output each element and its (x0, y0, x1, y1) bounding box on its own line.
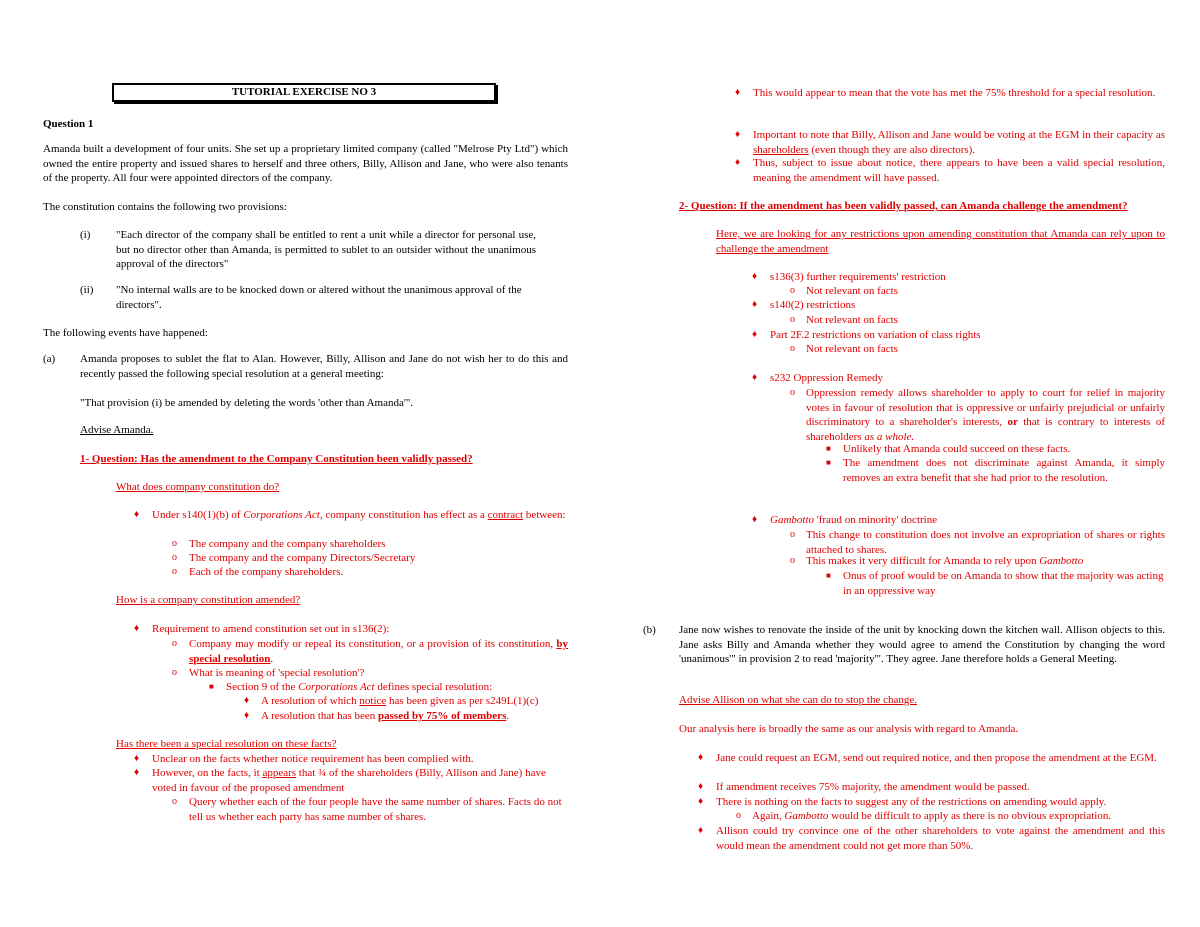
bullet-icon: ♦ (752, 299, 758, 310)
conclusion-item-2: If amendment receives 75% majority, the amendment would be passed. (716, 781, 1030, 793)
s232-item: s232 Oppression Remedy (770, 372, 884, 384)
bullet-icon: ♦ (134, 767, 140, 778)
part-b-number: (b) (643, 624, 656, 636)
bullet-icon: ♦ (244, 695, 250, 706)
conclusion-item-3a: Again, Gambotto would be difficult to apply as there is no obvious expropriation. (752, 810, 1112, 822)
advise-allison: Advise Allison on what she can do to stop the change. (679, 694, 917, 706)
bullet-icon: ♦ (698, 825, 704, 836)
how-amended-heading: How is a company constitution amended? (116, 594, 301, 606)
bullet-icon: ♦ (134, 753, 140, 764)
s140-item: s140(2) restrictions (770, 299, 856, 311)
sub-item-1: The company and the company shareholders (189, 538, 386, 550)
unclear-item: Unclear on the facts whether notice requirement has been complied with. (152, 753, 474, 765)
circle-bullet-icon: o (172, 796, 177, 807)
threshold-item: This would appear to mean that the vote has met the 75% threshold for a special resolution. (753, 87, 1156, 99)
part-b-text: Jane now wishes to renovate the inside of the unit by knocking down the kitchen wall. Allison objects to this. Jane asks Billy and Amanda whether they would agree to amend the Constitution by changing the word 'unanimous'" in provision 2 to read 'majority'". They agree. Jane therefore holds a General Meeting. (679, 624, 1165, 665)
bullet-icon: ♦ (735, 129, 741, 140)
has-been-heading: Has there been a special resolution on these facts? (116, 738, 337, 750)
circle-bullet-icon: o (790, 387, 795, 398)
question-1-heading: 1- Question: Has the amendment to the Company Constitution been validly passed? (80, 453, 473, 465)
square-bullet-icon: ■ (826, 444, 831, 453)
bullet-icon: ♦ (735, 157, 741, 168)
analysis-paragraph: Our analysis here is broadly the same as our analysis with regard to Amanda. (679, 723, 1019, 735)
resolution-def-1: A resolution of which notice has been given as per s249L(1)(c) (261, 695, 539, 707)
gambotto-item: Gambotto 'fraud on minority' doctrine (770, 514, 938, 526)
conclusion-item-4: Allison could try convince one of the other shareholders to vote against the amendment and this would mean the amendment could not get more than 50%. (716, 825, 1165, 852)
conclusion-item-3: There is nothing on the facts to suggest any of the restrictions on amending would apply. (716, 796, 1107, 808)
circle-bullet-icon: o (172, 566, 177, 577)
square-bullet-icon: ■ (826, 571, 831, 580)
circle-bullet-icon: o (172, 638, 177, 649)
circle-bullet-icon: o (790, 343, 795, 354)
advise-amanda: Advise Amanda. (80, 424, 154, 436)
bullet-icon: ♦ (698, 796, 704, 807)
what-does-heading: What does company constitution do? (116, 481, 280, 493)
requirement-item: Requirement to amend constitution set out in s136(2): (152, 623, 390, 635)
circle-bullet-icon: o (172, 667, 177, 678)
sub-item-3: Each of the company shareholders. (189, 566, 344, 578)
provision-2-text: "No internal walls are to be knocked down or altered without the unanimous approval of the directors". (116, 284, 522, 311)
question-2-heading: 2- Question: If the amendment has been validly passed, can Amanda challenge the amendment? (679, 200, 1128, 212)
thus-item: Thus, subject to issue about notice, there appears to have been a valid special resolution, meaning the amendment will have passed. (753, 157, 1165, 184)
bullet-icon: ♦ (134, 509, 140, 520)
important-item: Important to note that Billy, Allison and Jane would be voting at the EGM in their capacity as shareholders (even though they are also directors). (753, 129, 1165, 156)
change-item: This change to constitution does not involve an expropriation of shares or rights attached to shares. (806, 529, 1165, 556)
square-bullet-icon: ■ (826, 458, 831, 467)
under-s140-item: Under s140(1)(b) of Corporations Act, company constitution has effect as a contract between: (152, 509, 566, 521)
resolution-def-2: A resolution that has been passed by 75% of members. (261, 710, 510, 722)
events-intro: The following events have happened: (43, 327, 208, 339)
may-modify-item: Company may modify or repeal its constitution, or a provision of its constitution, by special resolution. (189, 638, 568, 665)
conclusion-item-1: Jane could request an EGM, send out required notice, and then propose the amendment at the EGM. (716, 752, 1157, 764)
not-relevant-2: Not relevant on facts (806, 314, 898, 326)
provision-1-text: "Each director of the company shall be entitled to rent a unit while a director for personal use, but no director other than Amanda, is permitted to sublet to an outsider without the unanimous approval of the directors" (116, 229, 536, 270)
here-looking-paragraph: Here, we are looking for any restrictions upon amending constitution that Amanda can rely upon to challenge the amendment (716, 228, 1165, 255)
unlikely-item: Unlikely that Amanda could succeed on these facts. (843, 443, 1071, 455)
circle-bullet-icon: o (790, 529, 795, 540)
provision-1-number: (i) (80, 229, 91, 241)
bullet-icon: ♦ (752, 329, 758, 340)
intro-paragraph: Amanda built a development of four units. She set up a proprietary limited company (called "Melrose Pty Ltd") which owned the entire property and issued shares to herself and three others, Billy, Allison and Jane, who were also tenants of the property. All four were appointed directors of the company. (43, 143, 568, 184)
bullet-icon: ♦ (244, 710, 250, 721)
circle-bullet-icon: o (736, 810, 741, 821)
title-box: TUTORIAL EXERCISE NO 3 (112, 83, 496, 102)
part-a-number: (a) (43, 353, 56, 365)
sub-item-2: The company and the company Directors/Secretary (189, 552, 416, 564)
provision-2-number: (ii) (80, 284, 94, 296)
what-meaning-item: What is meaning of 'special resolution'? (189, 667, 365, 679)
bullet-icon: ♦ (134, 623, 140, 634)
square-bullet-icon: ■ (209, 682, 214, 691)
not-relevant-3: Not relevant on facts (806, 343, 898, 355)
query-item: Query whether each of the four people have the same number of shares. Facts do not tell us whether each party has same number of shares. (189, 796, 562, 823)
onus-item: Onus of proof would be on Amanda to show that the majority was acting in an oppressive way (843, 570, 1164, 597)
not-relevant-1: Not relevant on facts (806, 285, 898, 297)
s136-item: s136(3) further requirements' restriction (770, 271, 946, 283)
difficult-item: This makes it very difficult for Amanda to rely upon Gambotto (806, 555, 1084, 567)
provisions-intro: The constitution contains the following two provisions: (43, 201, 287, 213)
bullet-icon: ♦ (698, 781, 704, 792)
bullet-icon: ♦ (752, 372, 758, 383)
circle-bullet-icon: o (790, 314, 795, 325)
bullet-icon: ♦ (698, 752, 704, 763)
question-heading: Question 1 (43, 118, 94, 130)
section-9-item: Section 9 of the Corporations Act defines special resolution: (226, 681, 493, 693)
bullet-icon: ♦ (752, 514, 758, 525)
circle-bullet-icon: o (172, 538, 177, 549)
however-item: However, on the facts, it appears that ¾ of the shareholders (Billy, Allison and Jane) have voted in favour of the proposed amendment (152, 767, 546, 794)
bullet-icon: ♦ (735, 87, 741, 98)
circle-bullet-icon: o (172, 552, 177, 563)
oppression-item: Oppression remedy allows shareholder to apply to court for relief in majority votes in favour of resolution that is oppressive or unfairly prejudicial or unfairly discriminatory to a shareholder's interests, or that is contrary to interests of shareholders as a whole. (806, 387, 1165, 443)
not-discriminate-item: The amendment does not discriminate against Amanda, it simply removes an extra benefit that she had prior to the resolution. (843, 457, 1165, 484)
circle-bullet-icon: o (790, 555, 795, 566)
part-a-text: Amanda proposes to sublet the flat to Alan. However, Billy, Allison and Jane do not wish her to do this and recently passed the following special resolution at a general meeting: (80, 353, 568, 380)
part-2f-item: Part 2F.2 restrictions on variation of class rights (770, 329, 981, 341)
circle-bullet-icon: o (790, 285, 795, 296)
bullet-icon: ♦ (752, 271, 758, 282)
resolution-quote: "That provision (i) be amended by deleting the words 'other than Amanda'". (80, 397, 414, 409)
